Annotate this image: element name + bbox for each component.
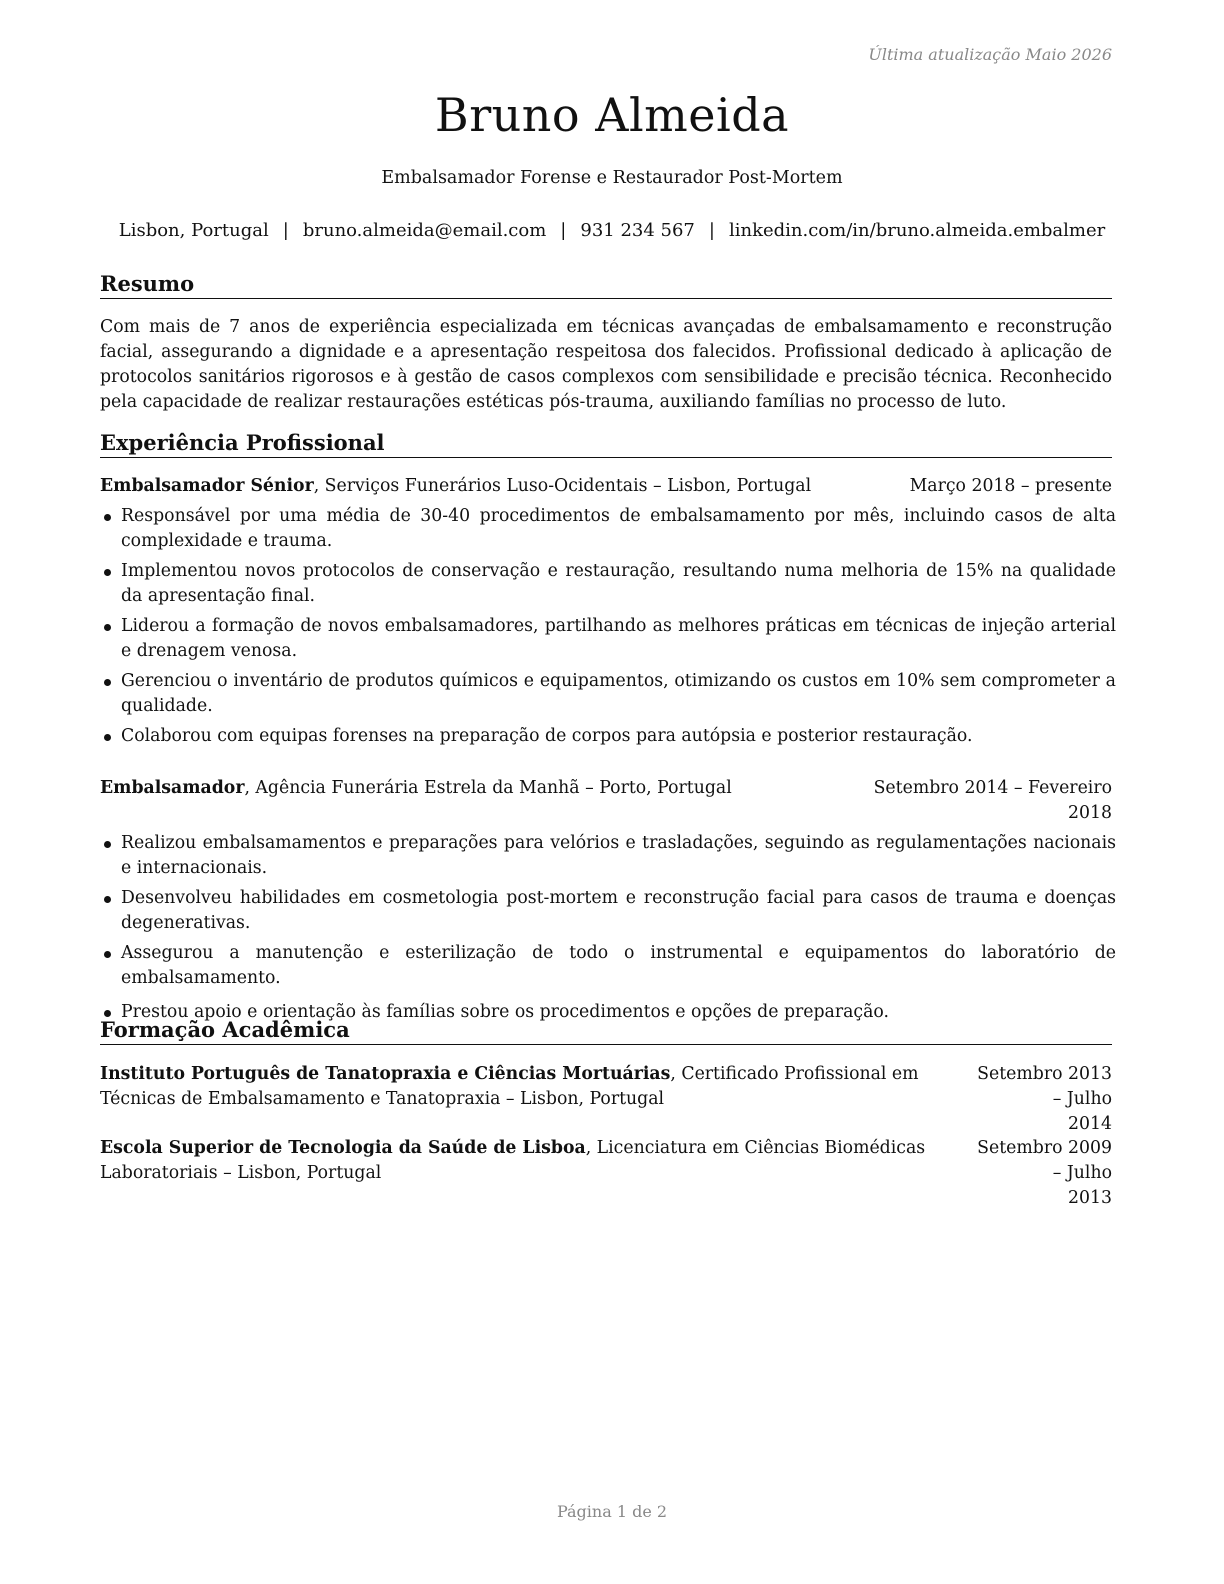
list-item: Desenvolveu habilidades em cosmetologia post-mortem e reconstrução facial para casos de trauma e doenças degenerativas. — [100, 886, 1116, 936]
education-institution: Escola Superior de Tecnologia da Saúde de Lisboa — [100, 1138, 586, 1158]
section-title-summary: Resumo — [100, 272, 1112, 299]
list-item: Assegurou a manutenção e esterilização de todo o instrumental e equipamentos do laboratório de embalsamamento. — [100, 941, 1116, 991]
contact-separator: | — [560, 220, 567, 241]
education-entry — [100, 1136, 1112, 1208]
page-number: Página 1 de 2 — [556, 1502, 668, 1521]
contact-email[interactable]: bruno.almeida@email.com — [302, 220, 547, 241]
bullet-icon — [104, 951, 111, 958]
list-item: Realizou embalsamamentos e preparações para velórios e trasladações, seguindo as regulamentações nacionais e internacionais. — [100, 831, 1116, 881]
list-item: Liderou a formação de novos embalsamadores, partilhando as melhores práticas em técnicas de injeção arterial e drenagem venosa. — [100, 614, 1116, 664]
job-header — [100, 474, 1112, 499]
job-bullets — [100, 831, 1116, 1030]
section-title-experience: Experiência Profissional — [100, 431, 1112, 458]
education-date: Setembro 2009 – Julho 2013 — [977, 1138, 1112, 1208]
education-entry — [100, 1062, 1112, 1134]
education-institution: Instituto Português de Tanatopraxia e Ciências Mortuárias — [100, 1064, 671, 1084]
education-degree-cont: Laboratoriais – Lisbon, Portugal — [100, 1163, 382, 1183]
list-item: Implementou novos protocolos de conservação e restauração, resultando numa melhoria de 15% na qualidade da apresentação final. — [100, 559, 1116, 609]
job-header — [100, 776, 1112, 823]
list-item: Prestou apoio e orientação às famílias sobre os procedimentos e opções de preparação. — [100, 1000, 1116, 1025]
job-bullets — [100, 504, 1116, 754]
education-details — [100, 1062, 970, 1112]
contact-linkedin[interactable]: linkedin.com/in/bruno.almeida.embalmer — [728, 220, 1106, 241]
bullet-icon — [104, 896, 111, 903]
bullet-icon — [104, 734, 111, 741]
job-role: Embalsamador — [100, 778, 245, 798]
job-date: Setembro 2014 – Fevereiro 2018 — [873, 778, 1112, 823]
job-date: Março 2018 – presente — [909, 476, 1112, 496]
contact-location: Lisbon, Portugal — [118, 220, 269, 241]
bullet-icon — [104, 679, 111, 686]
summary-text: Com mais de 7 anos de experiência especializada em técnicas avançadas de embalsamamento e reconstrução facial, assegurando a dignidade e a apresentação respeitosa dos falecidos. Profissional dedicado à aplicação de protocolos sanitários rigorosos e à gestão de casos complexos com sensibilidade e precisão técnica. Reconhecido pela capacidade de realizar restaurações estéticas pós-trauma, auxiliando famílias no processo de luto. — [100, 317, 1112, 412]
contact-separator: | — [282, 220, 289, 241]
contact-phone[interactable]: 931 234 567 — [580, 220, 695, 241]
bullet-icon — [104, 569, 111, 576]
bullet-icon — [104, 841, 111, 848]
candidate-name: Bruno Almeida — [434, 88, 790, 142]
contact-line — [0, 220, 1224, 241]
bullet-icon — [104, 1010, 111, 1017]
education-date: Setembro 2013 – Julho 2014 — [977, 1064, 1112, 1134]
section-title-education: Formação Acadêmica — [100, 1018, 1112, 1045]
bullet-icon — [104, 624, 111, 631]
bullet-icon — [104, 514, 111, 521]
contact-separator: | — [708, 220, 715, 241]
education-degree-cont: Técnicas de Embalsamamento e Tanatopraxia – Lisbon, Portugal — [100, 1089, 665, 1109]
job-company: , Serviços Funerários Luso-Ocidentais – Lisbon, Portugal — [313, 476, 812, 496]
education-degree: , Licenciatura em Ciências Biomédicas — [585, 1138, 926, 1158]
list-item: Colaborou com equipas forenses na preparação de corpos para autópsia e posterior restauração. — [100, 724, 1116, 749]
last-updated-note: Última atualização Maio 2026 — [868, 45, 1112, 64]
headline: Embalsamador Forense e Restaurador Post-Mortem — [381, 168, 843, 188]
list-item: Gerenciou o inventário de produtos químicos e equipamentos, otimizando os custos em 10% sem comprometer a qualidade. — [100, 669, 1116, 719]
list-item: Responsável por uma média de 30-40 procedimentos de embalsamamento por mês, incluindo casos de alta complexidade e trauma. — [100, 504, 1116, 554]
education-details — [100, 1136, 970, 1186]
education-degree: , Certificado Profissional em — [670, 1064, 919, 1084]
job-company: , Agência Funerária Estrela da Manhã – Porto, Portugal — [244, 778, 732, 798]
job-role: Embalsamador Sénior — [100, 476, 314, 496]
